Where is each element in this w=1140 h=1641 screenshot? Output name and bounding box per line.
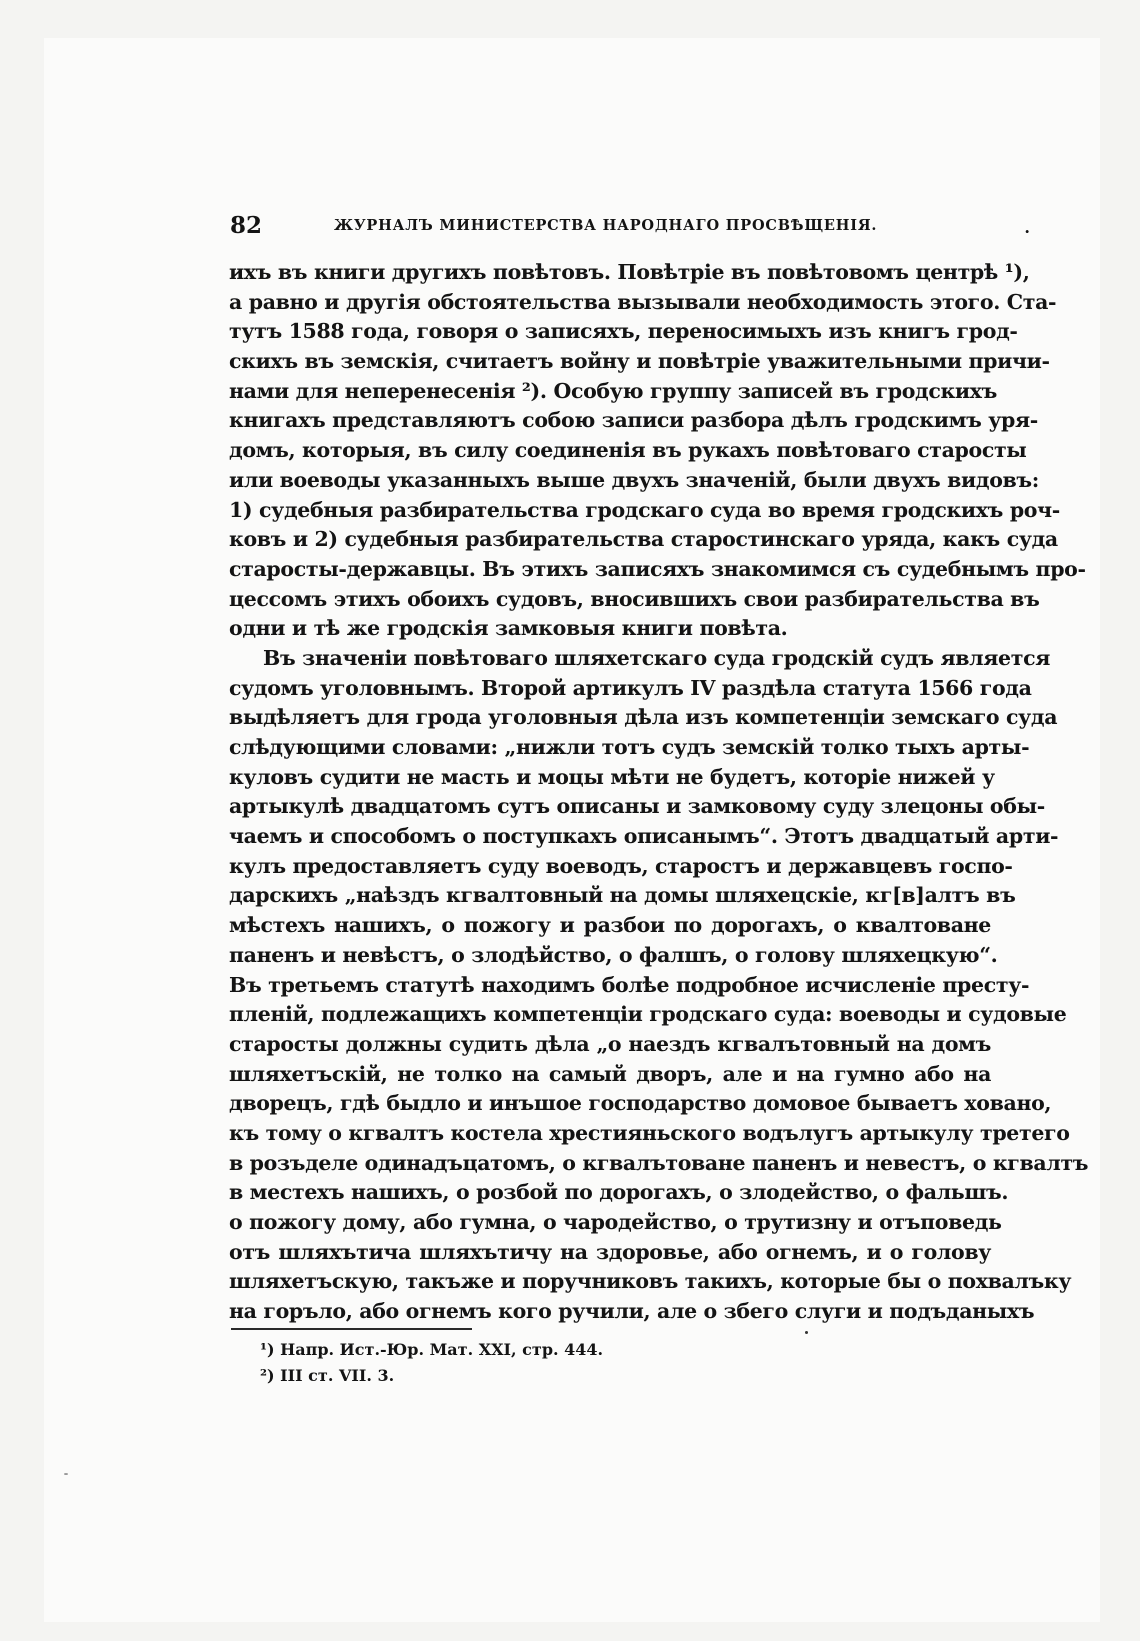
text-line: ковъ и 2) судебныя разбирательства старостинскаго уряда, какъ суда (229, 527, 1058, 552)
text-line: одни и тѣ же гродскія замковыя книги повѣта. (229, 616, 788, 641)
text-line: на горъло, або огнемъ кого ручили, але о збего слуги и подъданыхъ (229, 1299, 1035, 1324)
text-line: куловъ судити не масть и моцы мѣти не будетъ, которіе нижей у (229, 764, 995, 789)
text-line: Въ третьемъ статутѣ находимъ болѣе подробное исчисленіе престу- (229, 972, 1030, 997)
text-line: отъ шляхътича шляхътичу на здоровье, або огнемъ, и о голову (229, 1239, 991, 1264)
text-line: шляхетъскій, не толко на самый дворъ, але и на гумно або на (229, 1061, 991, 1086)
text-line: мѣстехъ нашихъ, о пожогу и разбои по дорогахъ, о квалтоване (229, 913, 991, 938)
text-line: слѣдующими словами: „нижли тотъ судъ земскій толко тыхъ арты- (229, 735, 1030, 759)
text-line: выдѣляетъ для грода уголовныя дѣла изъ компетенціи земскаго суда (229, 705, 1058, 730)
footnote-2: ²) III ст. VII. 3. (260, 1366, 395, 1385)
text-line: в розъделе одинадъцатомъ, о кгвалътоване паненъ и невестъ, о кгвалтъ (229, 1150, 1089, 1175)
text-line: тутъ 1588 года, говоря о записяхъ, переносимыхъ изъ книгъ грод- (229, 319, 1018, 344)
footnote-rule (231, 1328, 472, 1330)
text-line: старосты-державцы. Въ этихъ записяхъ знакомимся съ судебнымъ про- (229, 556, 1086, 581)
text-line: 1) судебныя разбирательства гродскаго суда во время гродскихъ роч- (229, 497, 1060, 522)
footnotes (260, 1337, 603, 1389)
footnote-1: ¹) Напр. Ист.-Юр. Мат. XXI, стр. 444. (260, 1340, 604, 1359)
text-line: къ тому о кгвалтъ костела хрестияньского водълугъ артыкулу третего (229, 1120, 1070, 1145)
text-line: о пожогу дому, або гумна, о чародейство, о трутизну и отъповедь (229, 1210, 1002, 1234)
text-line: артыкулѣ двадцатомъ сутъ описаны и замковому суду злецоны обы- (229, 794, 1045, 819)
text-line: в местехъ нашихъ, о розбой по дорогахъ, о злодейство, о фальшъ. (229, 1180, 1009, 1205)
text-line: дворецъ, гдѣ быдло и инъшое господарство домовое бываетъ ховано, (229, 1091, 1052, 1116)
running-title: ЖУРНАЛЪ МИНИСТЕРСТВА НАРОДНАГО ПРОСВѢЩЕНІЯ. (334, 217, 878, 234)
body-text (229, 258, 1089, 1327)
text-line: а равно и другія обстоятельства вызывали необходимость этого. Ста- (229, 289, 1057, 314)
page-number: 82 (230, 212, 263, 239)
text-line: нами для неперенесенія ²). Особую группу записей въ гродскихъ (229, 378, 998, 403)
text-line: скихъ въ земскія, считаетъ войну и повѣтріе уважительными причи- (229, 349, 1050, 374)
print-speck (64, 1473, 68, 1475)
text-line: Въ значеніи повѣтоваго шляхетскаго суда гродскій судъ является (263, 645, 1051, 670)
text-line: дарскихъ „наѣздъ кгвалтовный на домы шляхецскіе, кг[в]алтъ въ (229, 883, 1016, 908)
text-line: старосты должны судить дѣла „о наездъ кгвалътовный на домъ (229, 1031, 991, 1056)
text-line: домъ, которыя, въ силу соединенія въ рукахъ повѣтоваго старосты (229, 438, 1027, 463)
text-line: цессомъ этихъ обоихъ судовъ, вносившихъ свои разбирательства въ (229, 586, 1040, 611)
text-line: кулъ предоставляетъ суду воеводъ, старостъ и державцевъ госпо- (229, 853, 1013, 878)
text-line: книгахъ представляютъ собою записи разбора дѣлъ гродскимъ уря- (229, 408, 1038, 433)
page-header (230, 212, 1030, 244)
text-line: пленій, подлежащихъ компетенціи гродскаго суда: воеводы и судовые (229, 1002, 1067, 1027)
print-speck (805, 1331, 808, 1334)
text-line: ихъ въ книги другихъ повѣтовъ. Повѣтріе въ повѣтовомъ центрѣ ¹), (229, 260, 1030, 284)
text-line: чаемъ и способомъ о поступкахъ описанымъ“. Этотъ двадцатый арти- (229, 824, 1059, 849)
text-line: шляхетъскую, такъже и поручниковъ такихъ, которые бы о похвалъку (229, 1269, 1072, 1294)
text-line: судомъ уголовнымъ. Второй артикулъ IV раздѣла статута 1566 года (229, 675, 1032, 700)
text-line: паненъ и невѣстъ, о злодѣйство, о фалшъ, о голову шляхецкую“. (229, 942, 998, 967)
text-line: или воеводы указанныхъ выше двухъ значеній, были двухъ видовъ: (229, 467, 1040, 492)
header-mark: . (1024, 218, 1030, 237)
